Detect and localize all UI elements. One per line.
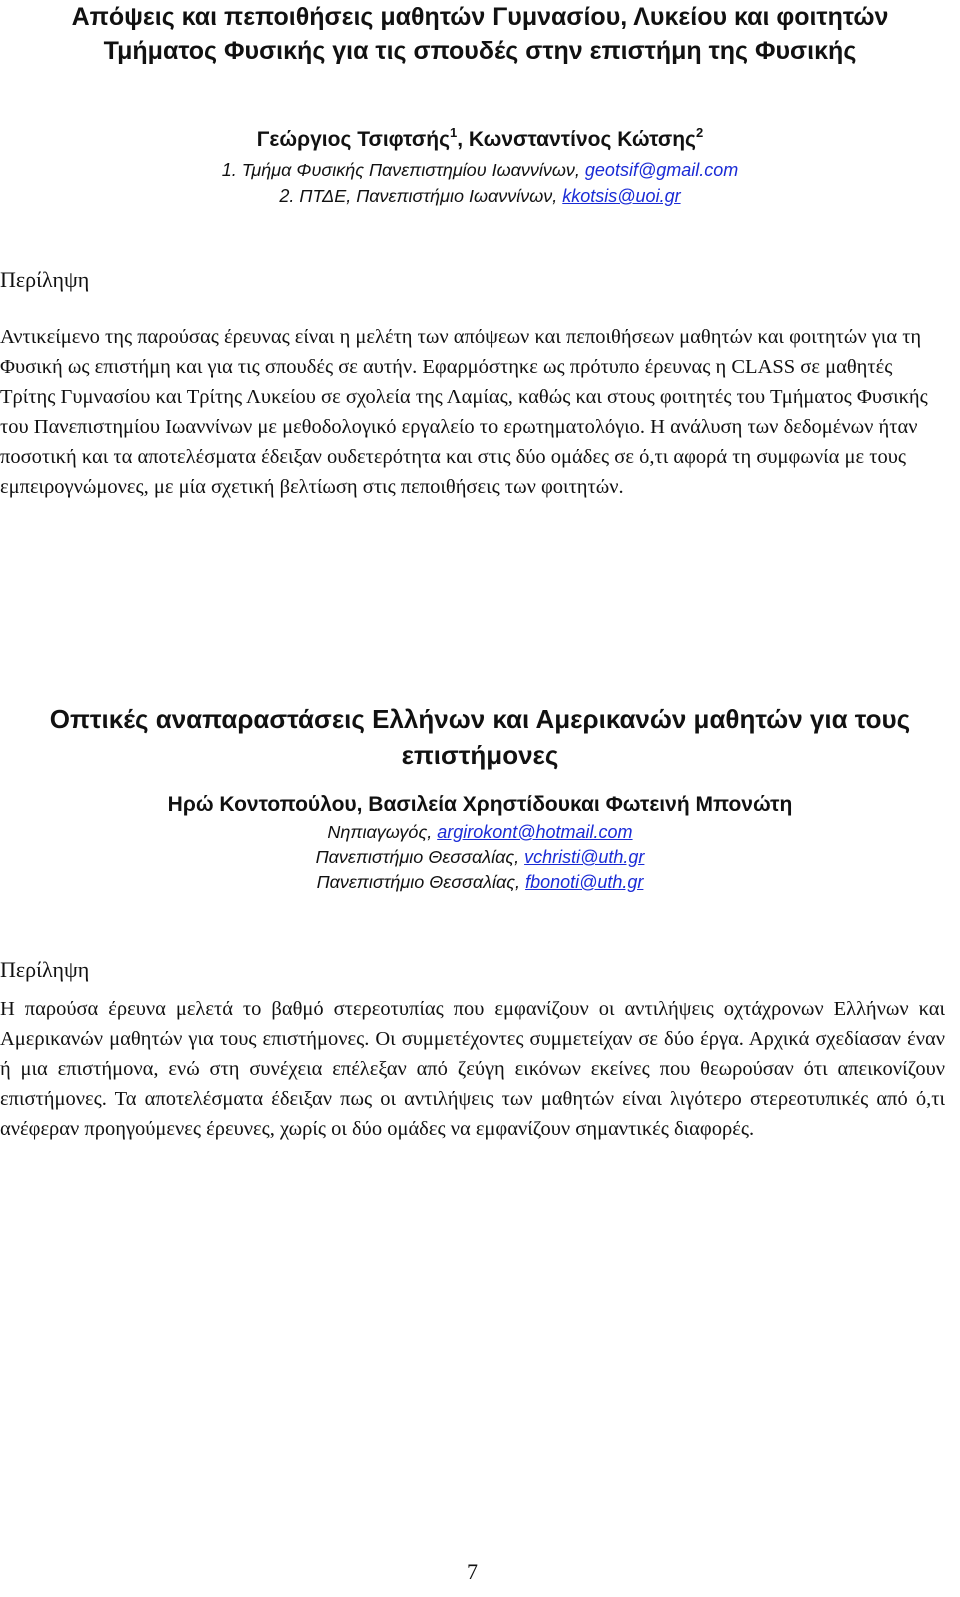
affiliation-text: 2. ΠΤΔΕ, Πανεπιστήμιο Ιωαννίνων, [279, 186, 563, 206]
affiliation-text: 1. Τμήμα Φυσικής Πανεπιστημίου Ιωαννίνων, [221, 160, 585, 180]
article2-affiliation-1 [0, 820, 960, 844]
article2-title: Οπτικές αναπαραστάσεις Ελλήνων και Αμερικανών μαθητών για τους επιστήμονες [49, 704, 911, 770]
article2-abstract-text: Η παρούσα έρευνα μελετά το βαθμό στερεοτυπίας που εμφανίζουν οι αντιλήψεις οχτάχρονων Ελλήνων και Αμερικανών μαθητών για τους επιστήμονες. Οι συμμετέχοντες συμμετείχαν σε δύο έργα. Αρχικά σχεδίασαν έναν ή μια επιστήμονα, ενώ στη συνέχεια επέλεξαν από ζεύγη εικόνων εκείνες που θεωρούσαν ότι απεικονίζουν επιστήμονες. Τα αποτελέσματα έδειξαν πως οι αντιλήψεις των μαθητών είναι λιγότερο στερεοτυπικές από ό,τι ανέφεραν προηγούμενες έρευνες, χωρίς οι δύο ομάδες να εμφανίζουν σημαντικές διαφορές. [0, 998, 945, 1140]
article2-authors: Ηρώ Κοντοπούλου, Βασιλεία Χρηστίδουκαι Φωτεινή Μπονώτη [167, 793, 793, 816]
email-link[interactable]: fbonoti@uth.gr [525, 872, 644, 892]
article1-abstract-text: Αντικείμενο της παρούσας έρευνας είναι η μελέτη των απόψεων και πεποιθήσεων μαθητών και φοιτητών για τη Φυσική ως επιστήμη και για τις σπουδές σε αυτήν. Εφαρμόστηκε ως πρότυπο έρευνας η CLASS σε μαθητές Τρίτης Γυμνασίου και Τρίτης Λυκείου σε σχολεία της Λαμίας, καθώς και στους φοιτητές του Τμήματος Φυσικής του Πανεπιστημίου Ιωαννίνων με μεθοδολογικό εργαλείο το ερωτηματολόγιο. Η ανάλυση των δεδομένων ήταν ποσοτική και τα αποτελέσματα έδειξαν ουδετερότητα και στις δύο ομάδες σε ό,τι αφορά τη συμφωνία με τους εμπειρογνώμονες, με μία σχετική βελτίωση στις πεποιθήσεις των φοιτητών. [0, 326, 928, 498]
email-link[interactable]: argirokont@hotmail.com [437, 822, 633, 842]
article1-title: Απόψεις και πεποιθήσεις μαθητών Γυμνασίου, Λυκείου και φοιτητών Τμήματος Φυσικής για τις σπουδές στην επιστήμη της Φυσικής [71, 3, 889, 65]
affiliation-text: Πανεπιστήμιο Θεσσαλίας, [315, 847, 525, 867]
article1-abstract-heading: Περίληψη [0, 267, 90, 292]
article1-affiliation-1 [0, 158, 960, 182]
email-link[interactable]: geotsif@gmail.com [584, 160, 739, 180]
email-link[interactable]: kkotsis@uoi.gr [562, 186, 681, 206]
author1-name: Γεώργιος Τσιφτσής [256, 128, 451, 151]
affiliation-text: Νηπιαγωγός, [327, 822, 438, 842]
author2-superscript: 2 [695, 125, 704, 140]
author2-name: Κωνσταντίνος Κώτσης [468, 128, 696, 151]
article1-affiliation-2 [0, 184, 960, 208]
email-link[interactable]: vchristi@uth.gr [524, 847, 645, 867]
affiliation-text: Πανεπιστήμιο Θεσσαλίας, [316, 872, 526, 892]
page-number: 7 [467, 1559, 478, 1584]
author-separator: , [457, 128, 469, 151]
article2-affiliation-2 [0, 845, 960, 869]
author1-superscript: 1 [450, 125, 458, 140]
article2-affiliation-3 [0, 870, 960, 894]
article2-abstract-heading: Περίληψη [0, 957, 90, 982]
article1-authors [0, 126, 960, 154]
